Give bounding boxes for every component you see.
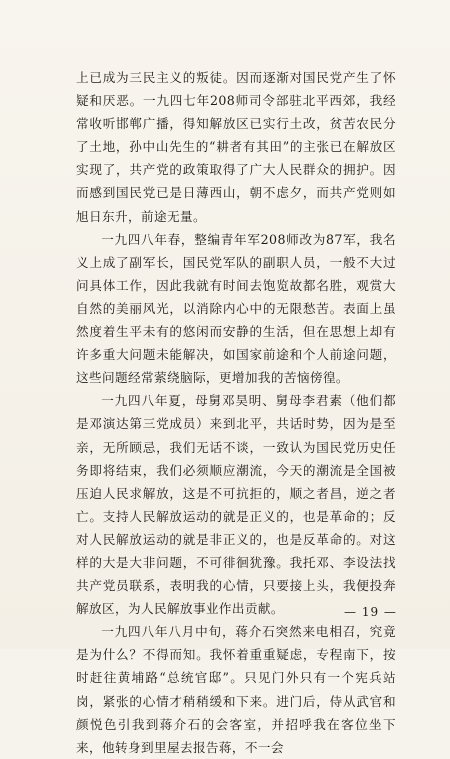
body-text (76, 66, 396, 759)
paragraph-3: 一九四八年夏，母舅邓昊明、舅母李君素（他们都是邓演达第三党成员）来到北平，共话时势，因为是至亲，无所顾忌，我们无话不谈，一致认为国民党历史任务即将结束，我们必须顺应潮流，今天的潮流是全国被压迫人民求解放，这是不可抗拒的，顺之者昌，逆之者亡。支持人民解放运动的就是正义的，也是革命的；反对人民解放运动的就是非正义的，也是反革命的。对这样的大是大非问题，不可徘徊犹豫。我托邓、李设法找共产党员联系，表明我的心情，只要接上头，我便投奔解放区，为人民解放事业作出贡献。 (76, 393, 396, 617)
paragraph-1: 上已成为三民主义的叛徒。因而逐渐对国民党产生了怀疑和厌恶。一九四七年208师司令部驻北平西郊，我经常收听邯郸广播，得知解放区已实行土改，贫苦农民分了土地，孙中山先生的“耕者有其田”的主张已在解放区实现了，共产党的政策取得了广大人民群众的拥护。因而感到国民党已是日薄西山，朝不虑夕，而共产党则如旭日东升，前途无量。 (76, 70, 396, 224)
page-number: — 19 — (344, 605, 397, 619)
paragraph-2: 一九四八年春，整编青年军208师改为87军，我名义上成了副军长，国民党军队的副职人员，一般不大过问具体工作，因此我就有时间去饱览故都名胜，观赏大自然的美丽风光，以消除内心中的无限愁苦。表面上虽然度着生平未有的悠闲而安静的生活，但在思想上却有许多重大问题未能解决，如国家前途和个人前途问题，这些问题经常萦绕脑际，更增加我的苦恼傍徨。 (76, 231, 396, 386)
paragraph-4: 一九四八年八月中旬，蒋介石突然来电相召，究竟是为什么？不得而知。我怀着重重疑虑，专程南下，按时赶往黄埔路“总统官邸”。只见门外只有一个宪兵站岗，紧张的心情才稍稍缓和下来。进门后，侍从武官和颜悦色引我到蒋介石的会客室，并招呼我在客位坐下来，他转身到里屋去报告蒋，不一会 (76, 624, 396, 755)
